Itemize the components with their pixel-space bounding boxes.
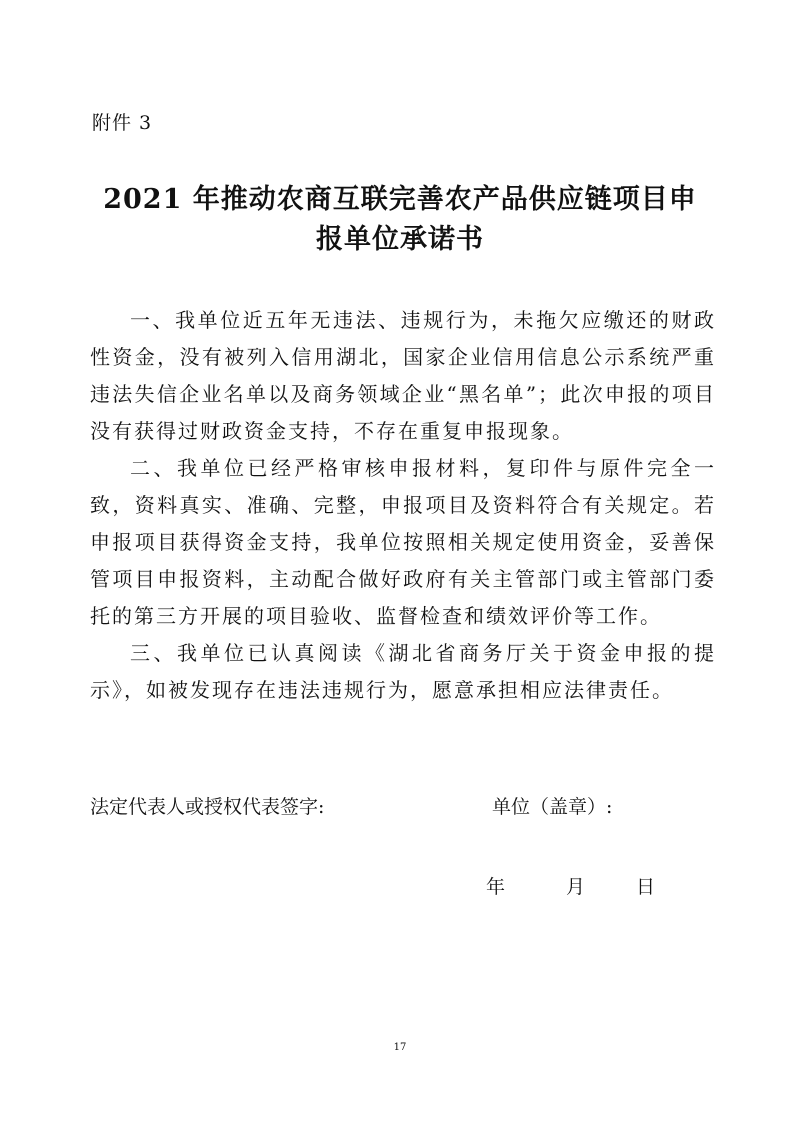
attachment-label: 附件 3: [92, 112, 153, 134]
representative-signature-label: 法定代表人或授权代表签字:: [90, 796, 325, 818]
title-line-2: 报单位承诺书: [316, 224, 484, 255]
document-title: [80, 180, 720, 260]
date-row: [486, 872, 655, 902]
commitment-body: [90, 302, 716, 709]
commitment-paragraph-1: 一、我单位近五年无违法、违规行为，未拖欠应缴还的财政性资金，没有被列入信用湖北，国家企业信用信息公示系统严重违法失信企业名单以及商务领域企业“黑名单”；此次申报的项目没有获得过财政资金支持，不存在重复申报现象。: [90, 308, 716, 443]
date-month-label: 月: [566, 876, 586, 898]
date-day-label: 日: [636, 876, 656, 898]
page-number: 17: [393, 1042, 407, 1053]
signature-row: [90, 792, 716, 822]
unit-seal-label: 单位（盖章）:: [492, 796, 613, 818]
commitment-paragraph-3: 三、我单位已认真阅读《湖北省商务厅关于资金申报的提示》，如被发现存在违法违规行为，愿意承担相应法律责任。: [90, 641, 716, 702]
date-year-label: 年: [486, 876, 506, 898]
title-line-1: 2021 年推动农商互联完善农产品供应链项目申: [103, 184, 697, 215]
commitment-paragraph-2: 二、我单位已经严格审核申报材料，复印件与原件完全一致，资料真实、准确、完整，申报项目及资料符合有关规定。若申报项目获得资金支持，我单位按照相关规定使用资金，妥善保管项目申报资料，主动配合做好政府有关主管部门或主管部门委托的第三方开展的项目验收、监督检查和绩效评价等工作。: [90, 456, 716, 628]
